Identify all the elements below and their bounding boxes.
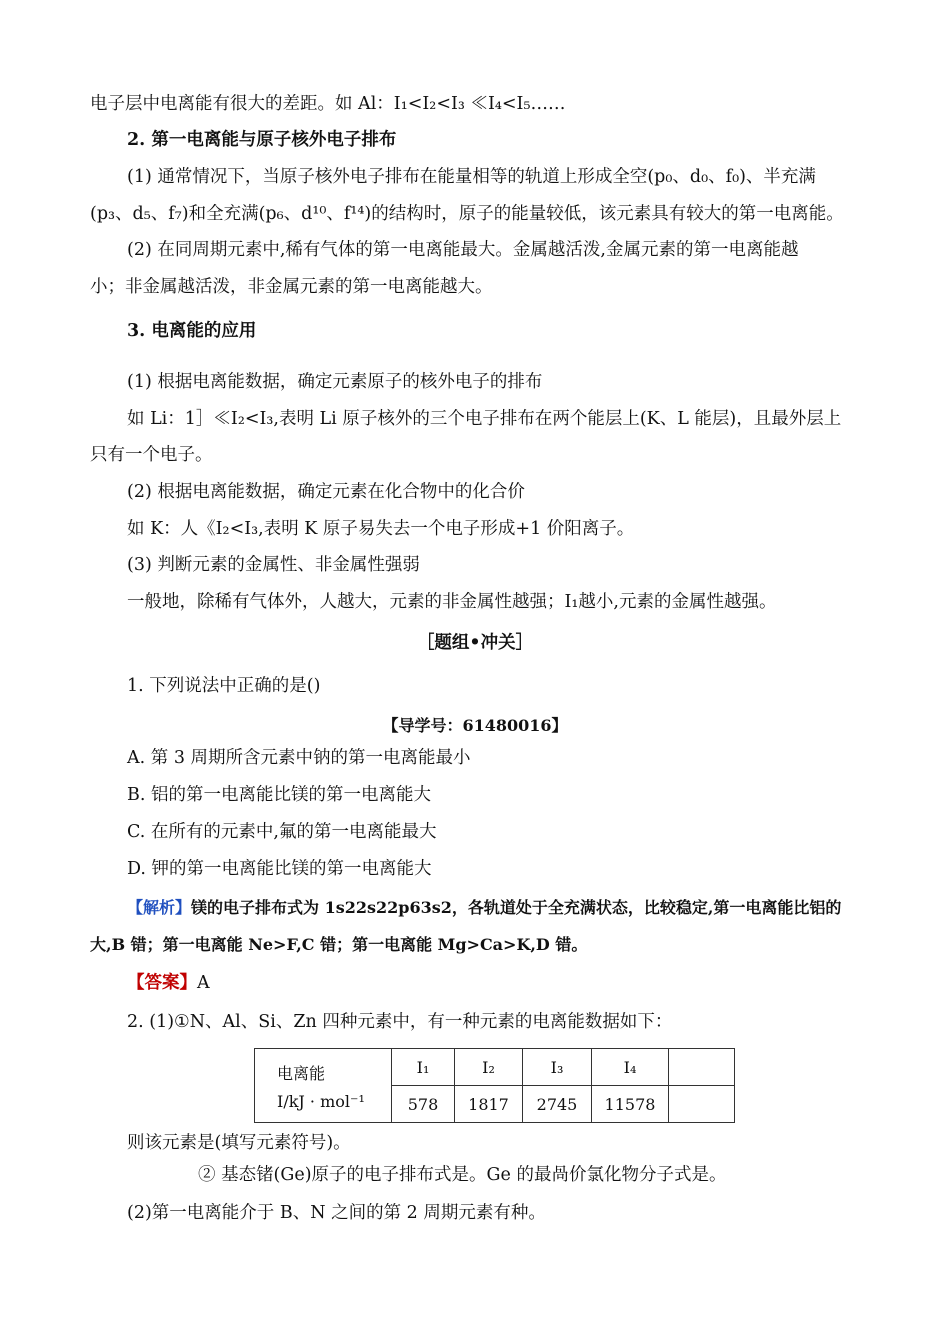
answer-tag: 【答案】 [127, 973, 197, 993]
table-value-cell: 578 [392, 1086, 455, 1123]
guide-number: 【导学号：61480016】 [382, 716, 568, 735]
answer-line [127, 971, 210, 995]
section-heading: 3. 电离能的应用 [127, 321, 257, 341]
table-label-line2: I/kJ · mol⁻¹ [277, 1091, 365, 1111]
analysis-line: 大,B 错；第一电离能 Ne>F,C 错；第一电离能 Mg>Ca>K,D 错。 [90, 935, 588, 954]
text-line: 电子层中电离能有很大的差距。如 Al：I₁<I₂<I₃ ≪I₄<I₅…… [90, 94, 566, 114]
paragraph-line: (2)第一电离能介于 B、N 之间的第 2 周期元素有种。 [127, 1203, 546, 1223]
table-header-cell: I₁ [392, 1049, 455, 1086]
option-a: A. 第 3 周期所含元素中钠的第一电离能最小 [127, 748, 471, 768]
table-header-cell: I₃ [523, 1049, 592, 1086]
analysis-line [127, 896, 841, 920]
table-value-cell: 11578 [592, 1086, 669, 1123]
question-1: 1. 下列说法中正确的是() [127, 676, 321, 696]
paragraph-line: (3) 判断元素的金属性、非金属性强弱 [127, 555, 420, 575]
section-heading: 2. 第一电离能与原子核外电子排布 [127, 130, 397, 150]
paragraph-line: 如 K：人《I₂<I₃,表明 K 原子易失去一个电子形成+1 价阳离子。 [127, 519, 635, 539]
analysis-tag: 【解析】 [127, 898, 192, 917]
paragraph-line: 小；非金属越活泼，非金属元素的第一电离能越大。 [90, 277, 493, 297]
table-header-cell [669, 1049, 735, 1086]
paragraph-line: 则该元素是(填写元素符号)。 [127, 1133, 351, 1153]
option-b: B. 铝的第一电离能比镁的第一电离能大 [127, 785, 431, 805]
table-label-cell [255, 1049, 392, 1123]
table-header-cell: I₄ [592, 1049, 669, 1086]
table-header-cell: I₂ [455, 1049, 523, 1086]
analysis-text: 镁的电子排布式为 1s22s22p63s2，各轨道处于全充满状态，比较稳定,第一电离能比铝的 [191, 898, 842, 917]
paragraph-line: 只有一个电子。 [90, 445, 213, 465]
paragraph-line: 一般地，除稀有气体外，人越大，元素的非金属性越强；I₁越小,元素的金属性越强。 [127, 592, 777, 612]
table-value-cell: 1817 [455, 1086, 523, 1123]
table-row [255, 1049, 735, 1086]
table-value-cell: 2745 [523, 1086, 592, 1123]
paragraph-line: (2) 在同周期元素中,稀有气体的第一电离能最大。金属越活泼,金属元素的第一电离能越 [127, 240, 799, 260]
option-d: D. 钾的第一电离能比镁的第一电离能大 [127, 859, 432, 879]
paragraph-line: (1) 根据电离能数据，确定元素原子的核外电子的排布 [127, 372, 543, 392]
ionization-energy-table [254, 1048, 735, 1123]
group-title: ［题组•冲关］ [416, 633, 534, 653]
question-2: 2. (1)①N、Al、Si、Zn 四种元素中，有一种元素的电离能数据如下： [127, 1012, 673, 1032]
answer-value: A [197, 973, 210, 993]
paragraph-line: (p₃、d₅、f₇)和全充满(p₆、d¹⁰、f¹⁴)的结构时，原子的能量较低，该元素具有较大的第一电离能。 [90, 204, 844, 224]
paragraph-line: 如 Li：1］≪I₂<I₃,表明 Li 原子核外的三个电子排布在两个能层上(K、L 能层)，且最外层上 [127, 409, 842, 429]
table-label-line1: 电离能 [277, 1063, 326, 1083]
paragraph-line: ② 基态锗(Ge)原子的电子排布式是。Ge 的最咼价氯化物分子式是。 [198, 1165, 727, 1185]
paragraph-line: (1) 通常情况下，当原子核外电子排布在能量相等的轨道上形成全空(p₀、d₀、f₀)、半充满 [127, 167, 816, 187]
paragraph-line: (2) 根据电离能数据，确定元素在化合物中的化合价 [127, 482, 525, 502]
option-c: C. 在所有的元素中,氟的第一电离能最大 [127, 822, 437, 842]
table-value-cell [669, 1086, 735, 1123]
